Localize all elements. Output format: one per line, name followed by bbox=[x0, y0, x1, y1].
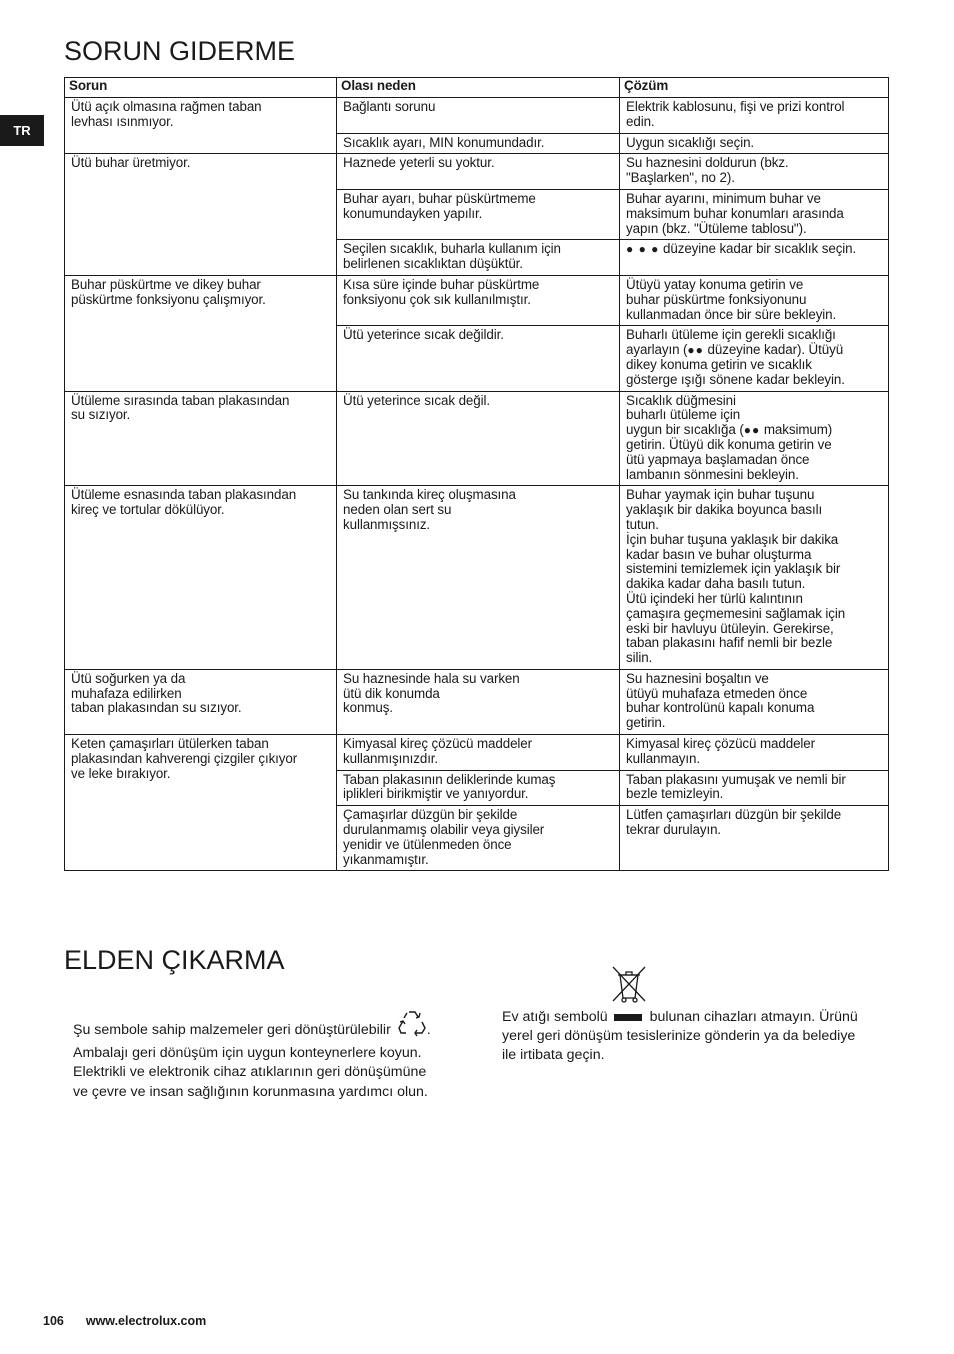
solution-text: Buhar ayarını, minimum buhar ve maksimum buhar konumları arasında yapın (bkz. "Ütüleme tablosu"). bbox=[626, 190, 844, 236]
problem-cell: Ütüleme esnasında taban plakasından kireç ve tortular dökülüyor. bbox=[65, 486, 337, 670]
cause-cell: Ütü yeterince sıcak değildir. bbox=[337, 326, 620, 391]
solution-text: düzeyine kadar bir sıcaklık seçin. bbox=[659, 241, 857, 257]
section-title-troubleshooting: SORUN GIDERME bbox=[64, 36, 296, 66]
solution-text: Lütfen çamaşırları düzgün bir şekilde tekrar durulayın. bbox=[626, 807, 842, 838]
solution-text: maksimum) getirin. Ütüyü dik konuma getirin ve ütü yapmaya başlamadan önce lambanın sönmesini bekleyin. bbox=[626, 422, 833, 482]
disposal-left-text-b: . Ambalajı geri dönüşüm için uygun konteynerlere koyun. Elektrikli ve elektronik cihaz atıklarının geri dönüşümüne ve çevre ve insan sağlığının korunmasına yardımcı olun. bbox=[73, 1022, 431, 1100]
solution-cell bbox=[620, 154, 889, 190]
solution-cell bbox=[620, 669, 889, 734]
cause-cell: Seçilen sıcaklık, buharla kullanım için belirlenen sıcaklıktan düşüktür. bbox=[337, 240, 620, 276]
temperature-dots-icon: ●● bbox=[743, 423, 761, 438]
cause-cell: Bağlantı sorunu bbox=[337, 98, 620, 134]
table-row bbox=[65, 154, 889, 190]
disposal-recycling-text bbox=[73, 1008, 473, 1102]
solution-text: Elektrik kablosunu, fişi ve prizi kontrol edin. bbox=[626, 99, 845, 129]
solution-text: Ütüyü yatay konuma getirin ve buhar püskürtme fonksiyonunu kullanmadan önce bir süre bekleyin. bbox=[626, 276, 837, 322]
table-row bbox=[65, 98, 889, 134]
solution-cell bbox=[620, 391, 889, 486]
cause-cell: Sıcaklık ayarı, MIN konumundadır. bbox=[337, 133, 620, 154]
problem-cell: Ütü soğurken ya da muhafaza edilirken taban plakasından su sızıyor. bbox=[65, 669, 337, 734]
table-row bbox=[65, 391, 889, 486]
disposal-right-text-a: Ev atığı sembolü bbox=[502, 1009, 612, 1025]
disposal-right-text-b: bulunan cihazları atmayın. Ürünü yerel geri dönüşüm tesislerinize gönderin ya da belediye ile irtibata geçin. bbox=[502, 1009, 858, 1064]
solution-cell bbox=[620, 326, 889, 391]
cause-cell: Haznede yeterli su yoktur. bbox=[337, 154, 620, 190]
problem-cell: Ütü açık olmasına rağmen taban levhası ısınmıyor. bbox=[65, 98, 337, 154]
solution-cell bbox=[620, 770, 889, 806]
cause-cell: Taban plakasının deliklerinde kumaş iplikleri birikmiştir ve yanıyordur. bbox=[337, 770, 620, 806]
problem-cell: Ütüleme sırasında taban plakasından su sızıyor. bbox=[65, 391, 337, 486]
problem-cell: Ütü buhar üretmiyor. bbox=[65, 154, 337, 276]
solution-cell bbox=[620, 806, 889, 871]
solution-text-pre: Sıcaklık düğmesini buharlı ütüleme için uygun bir sıcaklığa ( bbox=[626, 392, 744, 438]
solution-text: düzeyine kadar). Ütüyü dikey konuma getirin ve sıcaklık gösterge ışığı sönene kadar bekleyin. bbox=[626, 342, 845, 387]
problem-cell: Keten çamaşırları ütülerken taban plakasından kahverengi çizgiler çıkıyor ve leke bırakıyor. bbox=[65, 735, 337, 871]
solution-cell bbox=[620, 735, 889, 771]
disposal-weee-text bbox=[502, 1008, 892, 1066]
solution-text: Buhar yaymak için buhar tuşunu yaklaşık bir dakika boyunca basılı tutun. İçin buhar tuşuna yaklaşık bir dakika kadar basın ve buhar oluşturma sistemini temizlemek için yaklaşık bir dakika kadar daha basılı tutun. Ütü içindeki her türlü kalıntının çamaşıra geçmemesini sağlamak için eski bir havluyu ütüleyin. Gerekirse, taban plakasını hafif nemli bir bezle silin. bbox=[626, 487, 846, 666]
crossed-bin-icon bbox=[612, 1009, 646, 1023]
table-row bbox=[65, 275, 889, 325]
cause-cell: Ütü yeterince sıcak değil. bbox=[337, 391, 620, 486]
table-row bbox=[65, 735, 889, 771]
page-number: 106 bbox=[43, 1314, 64, 1328]
table-header-row bbox=[65, 78, 889, 98]
troubleshooting-table bbox=[64, 77, 889, 871]
temperature-dots-icon: ● ● ● bbox=[626, 242, 660, 257]
solution-text: Kimyasal kireç çözücü maddeler kullanmayın. bbox=[626, 736, 816, 766]
cause-cell: Kısa süre içinde buhar püskürtme fonksiyonu çok sık kullanılmıştır. bbox=[337, 275, 620, 325]
header-problem: Sorun bbox=[65, 78, 337, 98]
solution-cell bbox=[620, 240, 889, 276]
solution-cell bbox=[620, 133, 889, 154]
table-row bbox=[65, 486, 889, 670]
header-solution: Çözüm bbox=[620, 78, 889, 98]
disposal-left-text-a: Şu sembole sahip malzemeler geri dönüştürülebilir bbox=[73, 1022, 395, 1038]
solution-text: Su haznesini doldurun (bkz. "Başlarken", no 2). bbox=[626, 155, 789, 186]
solution-text: Uygun sıcaklığı seçin. bbox=[626, 134, 755, 150]
solution-cell bbox=[620, 275, 889, 325]
cause-cell: Kimyasal kireç çözücü maddeler kullanmışınızdır. bbox=[337, 735, 620, 771]
footer-url[interactable]: www.electrolux.com bbox=[85, 1314, 207, 1328]
solution-cell bbox=[620, 486, 889, 670]
temperature-dots-icon: ●● bbox=[687, 343, 704, 358]
table-row bbox=[65, 669, 889, 734]
language-tab: TR bbox=[0, 115, 44, 146]
section-title-disposal: ELDEN ÇIKARMA bbox=[64, 945, 285, 975]
cause-cell: Buhar ayarı, buhar püskürtmeme konumundayken yapılır. bbox=[337, 189, 620, 239]
problem-cell: Buhar püskürtme ve dikey buhar püskürtme fonksiyonu çalışmıyor. bbox=[65, 275, 337, 391]
cause-cell: Su tankında kireç oluşmasına neden olan sert su kullanmışsınız. bbox=[337, 486, 620, 670]
solution-text: Taban plakasını yumuşak ve nemli bir bezle temizleyin. bbox=[626, 771, 846, 802]
cause-cell: Su haznesinde hala su varken ütü dik konumda konmuş. bbox=[337, 669, 620, 734]
solution-text-pre: Buharlı ütüleme için gerekli sıcaklığı ayarlayın ( bbox=[626, 327, 836, 358]
solution-cell bbox=[620, 98, 889, 134]
page-footer bbox=[43, 1314, 228, 1328]
cause-cell: Çamaşırlar düzgün bir şekilde durulanmamış olabilir veya giysiler yenidir ve ütülenmeden önce yıkanmamıştır. bbox=[337, 806, 620, 871]
solution-cell bbox=[620, 189, 889, 239]
header-cause: Olası neden bbox=[337, 78, 620, 98]
solution-text: Su haznesini boşaltın ve ütüyü muhafaza etmeden önce buhar kontrolünü kapalı konuma getirin. bbox=[626, 670, 815, 731]
recycle-icon bbox=[397, 1008, 427, 1044]
